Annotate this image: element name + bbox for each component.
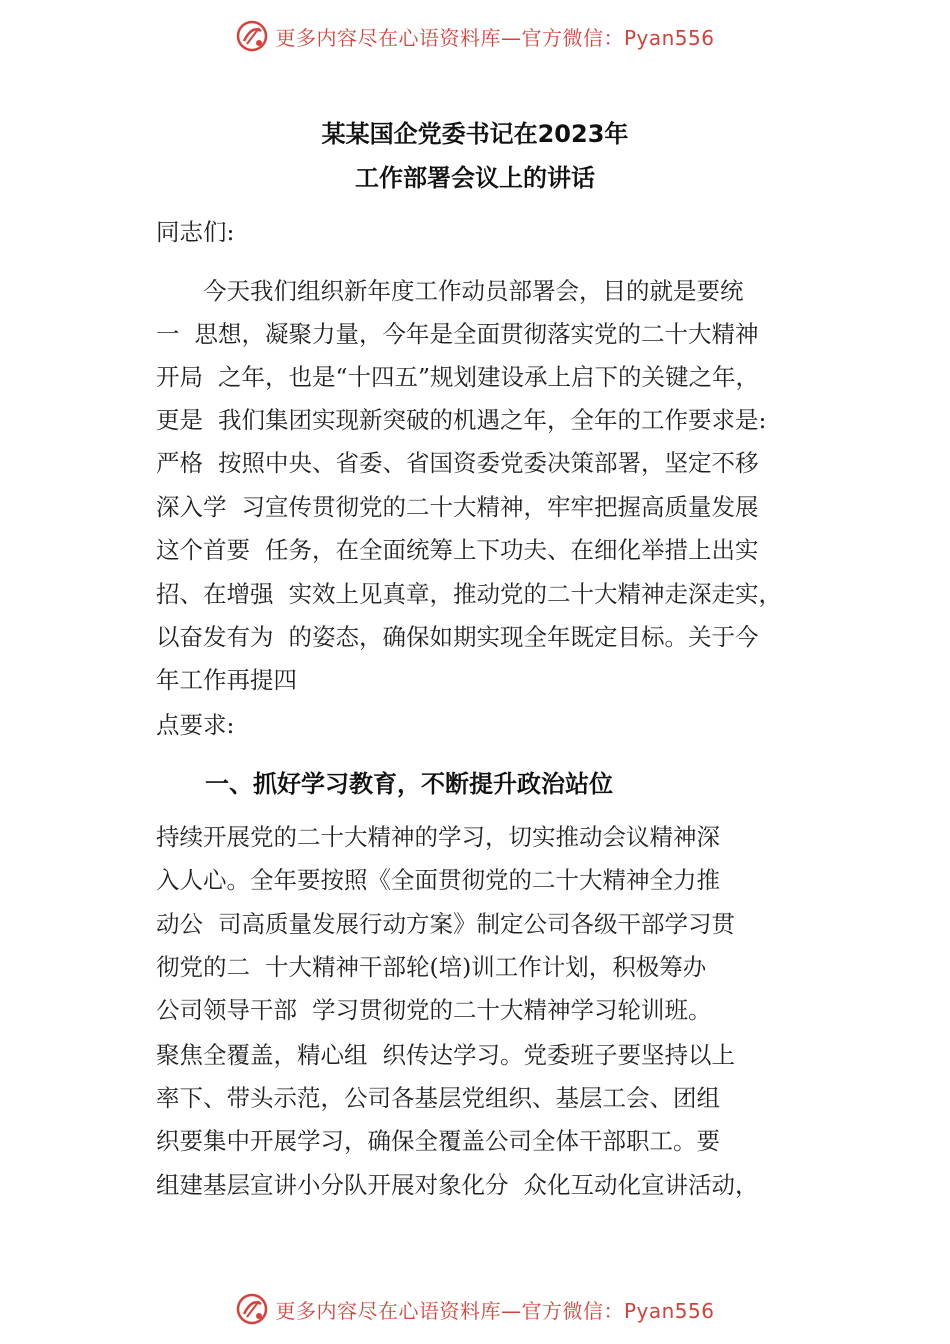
salutation: 同志们: [156, 218, 235, 246]
watermark-text: 更多内容尽在心语资料库—官方微信：Pyan556 [275, 1298, 715, 1323]
seal-logo-icon [235, 1292, 269, 1326]
paragraph-line: 织要集中开展学习，确保全覆盖公司全体干部职工。要 [156, 1127, 720, 1155]
seal-logo-icon [235, 19, 269, 53]
paragraph-line: 彻党的二 十大精神干部轮(培)训工作计划，积极筹办 [156, 953, 707, 981]
paragraph-line: 这个首要 任务，在全面统筹上下功夫、在细化举措上出实 [156, 536, 759, 564]
paragraph-line: 严格 按照中央、省委、省国资委党委决策部署，坚定不移 [156, 449, 759, 477]
paragraph-line: 深入学 习宣传贯彻党的二十大精神，牢牢把握高质量发展 [156, 493, 759, 521]
paragraph-line: 率下、带头示范，公司各基层党组织、基层工会、团组 [156, 1084, 720, 1112]
paragraph-line: 年工作再提四 [156, 666, 297, 694]
paragraph-line: 入人心。全年要按照《全面贯彻党的二十大精神全力推 [156, 866, 720, 894]
paragraph-line: 更是 我们集团实现新突破的机遇之年，全年的工作要求是: [156, 406, 767, 434]
paragraph-line: 以奋发有为 的姿态，确保如期实现全年既定目标。关于今 [156, 623, 759, 651]
paragraph-line: 招、在增强 实效上见真章，推动党的二十大精神走深走实， [156, 580, 782, 608]
paragraph-line: 今天我们组织新年度工作动员部署会，目的就是要统 [156, 277, 744, 305]
document-title-line-2: 工作部署会议上的讲话 [355, 164, 595, 192]
paragraph-line: 动公 司高质量发展行动方案》制定公司各级干部学习贯 [156, 910, 735, 938]
paragraph-line: 组建基层宣讲小分队开展对象化分 众化互动化宣讲活动， [156, 1171, 759, 1199]
paragraph-line: 一 思想，凝聚力量，今年是全面贯彻落实党的二十大精神 [156, 320, 759, 348]
paragraph-line: 点要求: [156, 711, 235, 739]
paragraph-line: 开局 之年，也是“十四五”规划建设承上启下的关键之年， [156, 363, 759, 391]
section-heading: 一、抓好学习教育，不断提升政治站位 [205, 770, 613, 798]
watermark-banner-top [0, 16, 950, 56]
paragraph-line: 公司领导干部 学习贯彻党的二十大精神学习轮训班。 [156, 996, 712, 1024]
paragraph-line: 聚焦全覆盖，精心组 织传达学习。党委班子要坚持以上 [156, 1041, 735, 1069]
document-title-line-1: 某某国企党委书记在2023年 [321, 120, 629, 148]
watermark-text: 更多内容尽在心语资料库—官方微信：Pyan556 [275, 25, 715, 50]
paragraph-line: 持续开展党的二十大精神的学习，切实推动会议精神深 [156, 823, 720, 851]
watermark-banner-bottom [0, 1289, 950, 1329]
